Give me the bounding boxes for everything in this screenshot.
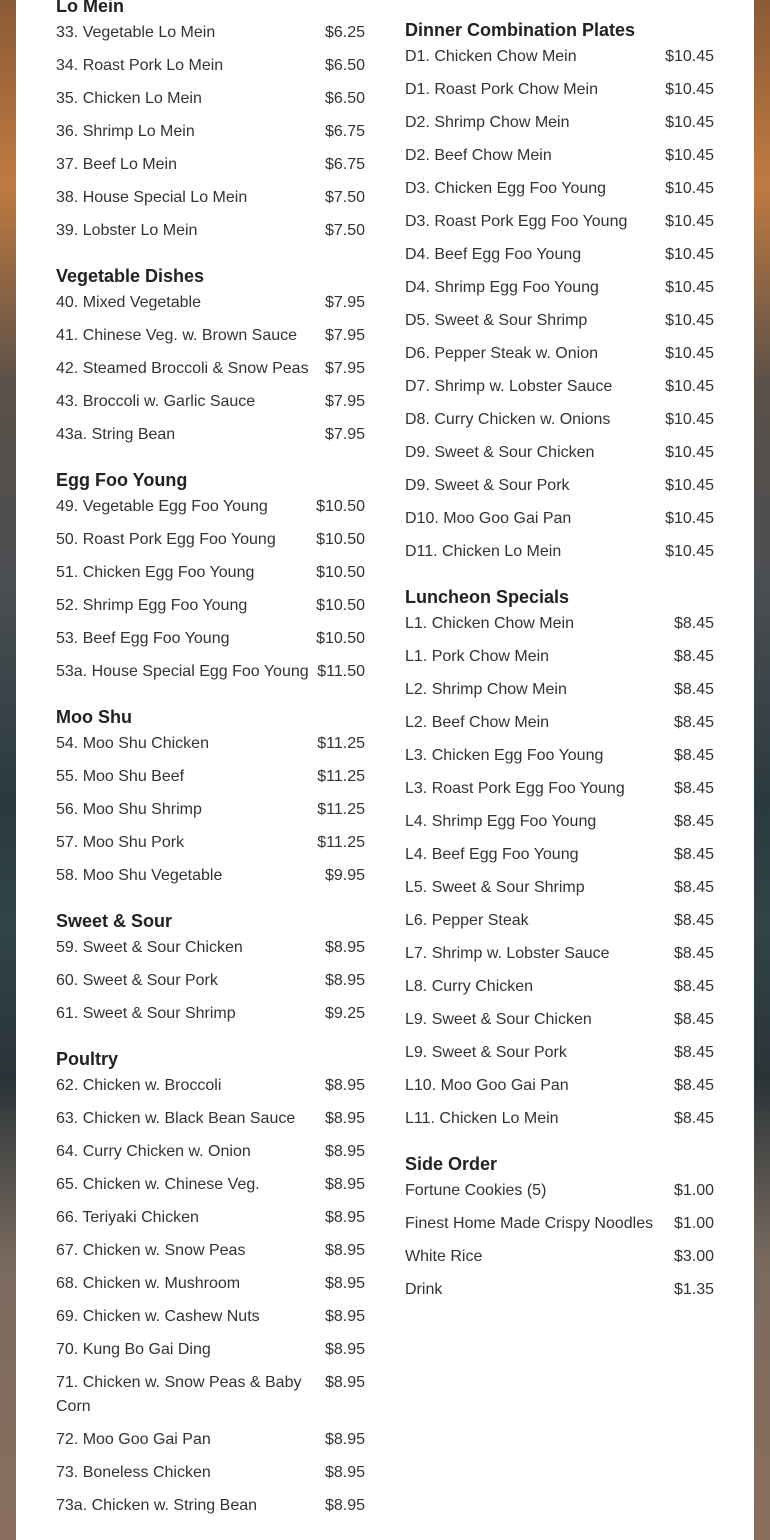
menu-item-name: D10. Moo Goo Gai Pan (405, 510, 572, 527)
menu-section-egg-foo-young (56, 468, 365, 684)
menu-item-price: $6.25 (324, 24, 365, 41)
menu-section-sweet-and-sour (56, 909, 365, 1026)
menu-item (56, 1239, 365, 1263)
menu-item-price: $10.50 (316, 630, 365, 647)
menu-column-left (56, 0, 365, 1539)
menu-item-price: $7.95 (324, 327, 365, 344)
menu-item-name: 59. Sweet & Sour Chicken (56, 939, 243, 956)
menu-item (405, 942, 714, 966)
menu-item-price: $3.00 (673, 1248, 714, 1265)
menu-item-name: 54. Moo Shu Chicken (56, 735, 209, 752)
menu-item-price: $7.95 (324, 393, 365, 410)
menu-item-name: D1. Roast Pork Chow Mein (405, 81, 598, 98)
menu-item-name: L8. Curry Chicken (405, 978, 534, 995)
section-title: Egg Foo Young (56, 470, 188, 490)
menu-item (56, 423, 365, 447)
section-title: Moo Shu (56, 707, 132, 727)
menu-item (405, 678, 714, 702)
menu-item-price: $8.45 (673, 846, 714, 863)
menu-item-name: 38. House Special Lo Mein (56, 189, 248, 206)
menu-item-name: L1. Pork Chow Mein (405, 648, 550, 665)
menu-item-name: D4. Beef Egg Foo Young (405, 246, 582, 263)
menu-item-name: D11. Chicken Lo Mein (405, 543, 562, 560)
menu-item-price: $8.45 (673, 747, 714, 764)
menu-item-name: L3. Roast Pork Egg Foo Young (405, 780, 625, 797)
menu-item-price: $8.45 (673, 714, 714, 731)
menu-item-name: D3. Chicken Egg Foo Young (405, 180, 607, 197)
menu-item-price: $11.25 (317, 834, 365, 851)
menu-item (405, 540, 714, 564)
menu-item (56, 153, 365, 177)
menu-item (56, 594, 365, 618)
menu-item (405, 1041, 714, 1065)
menu-item (56, 54, 365, 78)
menu-item-name: 71. Chicken w. Snow Peas & Baby Corn (56, 1374, 302, 1415)
menu-item-name: 73a. Chicken w. String Bean (56, 1497, 258, 1514)
menu-item-name: 53. Beef Egg Foo Young (56, 630, 230, 647)
menu-item-name: 67. Chicken w. Snow Peas (56, 1242, 246, 1259)
menu-item-price: $8.45 (673, 1011, 714, 1028)
menu-item (405, 1278, 714, 1302)
menu-item-price: $8.95 (324, 1374, 365, 1391)
menu-item-name: 53a. House Special Egg Foo Young (56, 663, 309, 680)
menu-item-name: 33. Vegetable Lo Mein (56, 24, 216, 41)
menu-item-price: $8.95 (324, 1176, 365, 1193)
menu-item (56, 390, 365, 414)
menu-item (56, 798, 365, 822)
menu-item-name: 72. Moo Goo Gai Pan (56, 1431, 211, 1448)
menu-item (56, 660, 365, 684)
menu-item (405, 1245, 714, 1269)
menu-item (56, 1371, 365, 1419)
menu-item-price: $10.45 (665, 213, 714, 230)
menu-item-price: $10.50 (316, 531, 365, 548)
menu-item-price: $1.35 (673, 1281, 714, 1298)
menu-item-price: $6.75 (324, 123, 365, 140)
menu-item (405, 474, 714, 498)
menu-item (56, 87, 365, 111)
menu-item (56, 1107, 365, 1131)
menu-item (56, 969, 365, 993)
menu-item-price: $8.95 (324, 1464, 365, 1481)
menu-item (56, 1338, 365, 1362)
menu-item-price: $11.25 (317, 801, 365, 818)
menu-item-price: $10.50 (316, 597, 365, 614)
menu-item-name: 56. Moo Shu Shrimp (56, 801, 202, 818)
menu-item-name: 57. Moo Shu Pork (56, 834, 185, 851)
menu-item-price: $10.50 (316, 498, 365, 515)
menu-section-poultry (56, 1047, 365, 1518)
menu-item-price: $10.45 (665, 444, 714, 461)
menu-item-name: 70. Kung Bo Gai Ding (56, 1341, 211, 1358)
menu-item-price: $8.45 (673, 879, 714, 896)
menu-item (405, 810, 714, 834)
menu-section-vegetable-dishes (56, 264, 365, 447)
menu-item (405, 1107, 714, 1131)
menu-item-price: $7.50 (324, 222, 365, 239)
menu-item-name: White Rice (405, 1248, 483, 1265)
menu-item-price: $6.75 (324, 156, 365, 173)
section-title: Vegetable Dishes (56, 266, 205, 286)
menu-item-price: $8.95 (324, 1077, 365, 1094)
menu-item (56, 1002, 365, 1026)
menu-item (405, 711, 714, 735)
menu-item-name: 68. Chicken w. Mushroom (56, 1275, 241, 1292)
menu-item-price: $8.45 (673, 813, 714, 830)
menu-item-price: $10.45 (665, 345, 714, 362)
menu-item-price: $8.95 (324, 1209, 365, 1226)
menu-item (56, 186, 365, 210)
menu-item-price: $10.45 (665, 48, 714, 65)
menu-item (56, 324, 365, 348)
menu-item-price: $8.45 (673, 615, 714, 632)
menu-item-name: 66. Teriyaki Chicken (56, 1209, 199, 1226)
menu-item (56, 120, 365, 144)
menu-item (405, 1008, 714, 1032)
menu-item-name: 39. Lobster Lo Mein (56, 222, 198, 239)
menu-item-price: $9.25 (324, 1005, 365, 1022)
menu-item (405, 876, 714, 900)
menu-column-right (405, 18, 714, 1323)
menu-item-price: $6.50 (324, 90, 365, 107)
menu-item (405, 45, 714, 69)
menu-item-price: $10.45 (665, 147, 714, 164)
menu-item-name: L7. Shrimp w. Lobster Sauce (405, 945, 610, 962)
menu-item-name: 58. Moo Shu Vegetable (56, 867, 223, 884)
menu-item-name: 73. Boneless Chicken (56, 1464, 211, 1481)
menu-item-price: $8.45 (673, 780, 714, 797)
menu-item-price: $8.45 (673, 1044, 714, 1061)
menu-item-name: 49. Vegetable Egg Foo Young (56, 498, 268, 515)
menu-item-name: L2. Beef Chow Mein (405, 714, 550, 731)
menu-item (56, 1206, 365, 1230)
menu-item-name: L10. Moo Goo Gai Pan (405, 1077, 569, 1094)
menu-item-name: 34. Roast Pork Lo Mein (56, 57, 224, 74)
menu-item-name: D6. Pepper Steak w. Onion (405, 345, 598, 362)
menu-item-price: $8.95 (324, 1308, 365, 1325)
menu-item-name: D9. Sweet & Sour Pork (405, 477, 570, 494)
menu-item-name: 64. Curry Chicken w. Onion (56, 1143, 251, 1160)
menu-item-price: $7.50 (324, 189, 365, 206)
menu-item (405, 645, 714, 669)
menu-section-moo-shu (56, 705, 365, 888)
menu-item (405, 612, 714, 636)
menu-item (56, 627, 365, 651)
menu-item (405, 744, 714, 768)
menu-item-price: $8.45 (673, 1110, 714, 1127)
menu-item-name: 37. Beef Lo Mein (56, 156, 177, 173)
menu-item-name: 69. Chicken w. Cashew Nuts (56, 1308, 260, 1325)
menu-item (56, 219, 365, 243)
menu-item-name: 41. Chinese Veg. w. Brown Sauce (56, 327, 298, 344)
menu-item-price: $10.45 (665, 477, 714, 494)
menu-section-luncheon-specials (405, 585, 714, 1131)
menu-item-name: Drink (405, 1281, 443, 1298)
section-title: Side Order (405, 1154, 498, 1174)
menu-item-name: D7. Shrimp w. Lobster Sauce (405, 378, 613, 395)
menu-item-price: $7.95 (324, 426, 365, 443)
menu-item-name: 43. Broccoli w. Garlic Sauce (56, 393, 256, 410)
menu-item-price: $10.45 (665, 411, 714, 428)
menu-item (56, 291, 365, 315)
menu-item-name: 35. Chicken Lo Mein (56, 90, 202, 107)
menu-item (405, 441, 714, 465)
menu-section-side-order (405, 1152, 714, 1302)
menu-item (56, 1272, 365, 1296)
menu-item-price: $8.45 (673, 1077, 714, 1094)
menu-item-name: D3. Roast Pork Egg Foo Young (405, 213, 628, 230)
menu-item (56, 765, 365, 789)
menu-item-name: 43a. String Bean (56, 426, 176, 443)
menu-item (56, 732, 365, 756)
section-title: Luncheon Specials (405, 587, 570, 607)
menu-item (405, 78, 714, 102)
menu-item-name: D9. Sweet & Sour Chicken (405, 444, 595, 461)
menu-item-name: L1. Chicken Chow Mein (405, 615, 574, 632)
menu-item (56, 1305, 365, 1329)
menu-item-name: L5. Sweet & Sour Shrimp (405, 879, 585, 896)
menu-item-price: $8.45 (673, 648, 714, 665)
menu-item-price: $8.95 (324, 1341, 365, 1358)
menu-item (56, 1461, 365, 1485)
menu-item-name: D1. Chicken Chow Mein (405, 48, 577, 65)
menu-item-name: D4. Shrimp Egg Foo Young (405, 279, 599, 296)
menu-item (405, 375, 714, 399)
menu-item-price: $11.25 (317, 768, 365, 785)
menu-item (405, 507, 714, 531)
menu-item (56, 1173, 365, 1197)
menu-item-name: L4. Beef Egg Foo Young (405, 846, 579, 863)
menu-item-price: $10.45 (665, 246, 714, 263)
menu-item (56, 495, 365, 519)
section-title: Dinner Combination Plates (405, 20, 636, 40)
menu-section-lo-mein (56, 0, 365, 243)
menu-item-name: L11. Chicken Lo Mein (405, 1110, 559, 1127)
menu-item-name: D5. Sweet & Sour Shrimp (405, 312, 588, 329)
menu-item-price: $8.95 (324, 1143, 365, 1160)
menu-item-price: $9.95 (324, 867, 365, 884)
menu-item (405, 1212, 714, 1236)
menu-item-price: $8.95 (324, 1110, 365, 1127)
menu-item (56, 561, 365, 585)
menu-item-name: D2. Shrimp Chow Mein (405, 114, 570, 131)
menu-item-name: L9. Sweet & Sour Pork (405, 1044, 567, 1061)
menu-item (405, 210, 714, 234)
menu-item-name: Fortune Cookies (5) (405, 1182, 547, 1199)
menu-item-price: $10.45 (665, 81, 714, 98)
menu-item (405, 243, 714, 267)
menu-item-name: D8. Curry Chicken w. Onions (405, 411, 611, 428)
menu-item (405, 144, 714, 168)
menu-item-name: L2. Shrimp Chow Mein (405, 681, 567, 698)
menu-item-price: $10.45 (665, 510, 714, 527)
menu-item-name: L4. Shrimp Egg Foo Young (405, 813, 597, 830)
menu-item-name: 60. Sweet & Sour Pork (56, 972, 218, 989)
menu-item (405, 975, 714, 999)
menu-item-name: 61. Sweet & Sour Shrimp (56, 1005, 236, 1022)
menu-item-price: $10.45 (665, 312, 714, 329)
menu-item-price: $10.45 (665, 543, 714, 560)
menu-item-name: L3. Chicken Egg Foo Young (405, 747, 604, 764)
menu-item (405, 276, 714, 300)
menu-item-price: $11.50 (317, 663, 365, 680)
menu-item-price: $10.45 (665, 378, 714, 395)
menu-item-name: Finest Home Made Crispy Noodles (405, 1215, 654, 1232)
menu-item (405, 1179, 714, 1203)
menu-item (405, 309, 714, 333)
menu-item-price: $8.45 (673, 978, 714, 995)
menu-item-price: $8.95 (324, 939, 365, 956)
menu-item (405, 408, 714, 432)
menu-item-name: 65. Chicken w. Chinese Veg. (56, 1176, 260, 1193)
menu-item-name: 36. Shrimp Lo Mein (56, 123, 195, 140)
menu-item (56, 1140, 365, 1164)
background-photo-right-edge (754, 0, 770, 1540)
menu-item-name: 62. Chicken w. Broccoli (56, 1077, 222, 1094)
menu-item-name: L9. Sweet & Sour Chicken (405, 1011, 592, 1028)
menu-item-price: $8.95 (324, 1497, 365, 1514)
background-photo-left-edge (0, 0, 16, 1540)
menu-item-price: $1.00 (673, 1215, 714, 1232)
menu-item-name: D2. Beef Chow Mein (405, 147, 552, 164)
menu-item-price: $8.95 (324, 1242, 365, 1259)
menu-item (56, 1074, 365, 1098)
menu-item-price: $8.45 (673, 945, 714, 962)
menu-item (56, 831, 365, 855)
menu-item-price: $10.45 (665, 279, 714, 296)
menu-item (405, 909, 714, 933)
menu-item (56, 1428, 365, 1452)
menu-item-price: $6.50 (324, 57, 365, 74)
menu-item (405, 843, 714, 867)
menu-item-price: $1.00 (673, 1182, 714, 1199)
menu-item (56, 936, 365, 960)
menu-item-price: $7.95 (324, 360, 365, 377)
menu-item-price: $10.45 (665, 180, 714, 197)
section-title: Lo Mein (56, 0, 124, 16)
menu-item-name: 63. Chicken w. Black Bean Sauce (56, 1110, 296, 1127)
menu-item-price: $8.45 (673, 912, 714, 929)
menu-item (56, 1494, 365, 1518)
menu-item-price: $8.45 (673, 681, 714, 698)
menu-item-price: $8.95 (324, 1431, 365, 1448)
menu-section-dinner-combination-plates (405, 18, 714, 564)
menu-item-name: 51. Chicken Egg Foo Young (56, 564, 255, 581)
menu-item-name: L6. Pepper Steak (405, 912, 529, 929)
menu-item-name: 52. Shrimp Egg Foo Young (56, 597, 248, 614)
menu-item-name: 40. Mixed Vegetable (56, 294, 201, 311)
menu-item (405, 777, 714, 801)
menu-item (56, 528, 365, 552)
menu-item-name: 55. Moo Shu Beef (56, 768, 185, 785)
menu-item-name: 50. Roast Pork Egg Foo Young (56, 531, 276, 548)
menu-item (56, 864, 365, 888)
menu-item-price: $8.95 (324, 1275, 365, 1292)
menu-item-price: $7.95 (324, 294, 365, 311)
menu-page (16, 0, 754, 1540)
menu-item (56, 21, 365, 45)
section-title: Sweet & Sour (56, 911, 173, 931)
menu-item-price: $10.45 (665, 114, 714, 131)
menu-item (405, 177, 714, 201)
menu-item-price: $11.25 (317, 735, 365, 752)
menu-item-price: $8.95 (324, 972, 365, 989)
section-title: Poultry (56, 1049, 119, 1069)
menu-item-price: $10.50 (316, 564, 365, 581)
menu-item (405, 111, 714, 135)
menu-item (405, 342, 714, 366)
menu-item (56, 357, 365, 381)
menu-item (405, 1074, 714, 1098)
menu-item-name: 42. Steamed Broccoli & Snow Peas (56, 360, 309, 377)
